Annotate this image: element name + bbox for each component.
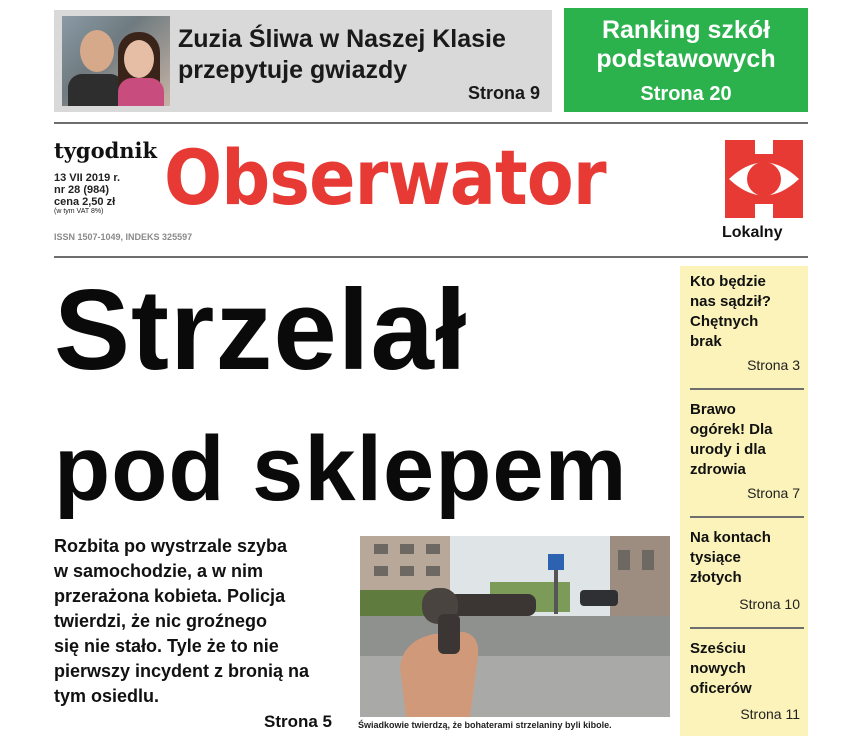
promo-photo bbox=[62, 16, 170, 106]
sidebar-line: brak bbox=[690, 333, 722, 350]
divider bbox=[690, 627, 804, 629]
eye-logo-icon bbox=[725, 140, 803, 218]
promo-page: Strona 9 bbox=[467, 83, 540, 103]
lead-page-link[interactable]: Strona 5 bbox=[264, 712, 333, 731]
masthead-sub: Lokalny bbox=[722, 224, 783, 241]
article-photo bbox=[360, 536, 670, 717]
issue-vat: (w tym VAT 8%) bbox=[54, 208, 104, 215]
issue-meta bbox=[54, 172, 120, 216]
sidebar-item-title[interactable] bbox=[690, 528, 806, 588]
sidebar-line: nas sądził? bbox=[690, 293, 771, 310]
lead-line: w samochodzie, a w nim bbox=[54, 561, 264, 581]
sidebar-item-page[interactable]: Strona 11 bbox=[740, 706, 800, 722]
promo-zuzia[interactable] bbox=[54, 10, 552, 112]
promo-ranking[interactable] bbox=[564, 8, 808, 112]
lead-line: się nie stało. Tyle że to nie bbox=[54, 636, 279, 656]
headline-line-2: pod sklepem bbox=[54, 418, 628, 520]
sidebar-line: Chętnych bbox=[690, 313, 759, 330]
sidebar-item-title[interactable] bbox=[690, 400, 806, 480]
sidebar-item-title[interactable] bbox=[690, 272, 806, 352]
sidebar-line: Brawo bbox=[690, 401, 736, 418]
promo-title-line: podstawowych bbox=[596, 45, 776, 73]
promo-title-line: Ranking szkół bbox=[601, 16, 771, 44]
promo-title-line: Zuzia Śliwa w Naszej Klasie bbox=[178, 25, 506, 53]
sidebar-line: nowych bbox=[690, 660, 746, 677]
sidebar-item-title[interactable] bbox=[690, 639, 806, 699]
lead-text bbox=[54, 534, 344, 709]
divider bbox=[690, 388, 804, 390]
promo-title bbox=[178, 24, 548, 86]
sidebar-item-page[interactable]: Strona 7 bbox=[747, 485, 800, 501]
headline-line-1: Strzelał bbox=[54, 267, 468, 394]
promo-title-line: przepytuje gwiazdy bbox=[178, 56, 408, 84]
sidebar-line: oficerów bbox=[690, 680, 752, 697]
masthead-kind: tygodnik bbox=[54, 138, 158, 163]
divider bbox=[54, 122, 808, 124]
sidebar-line: Na kontach bbox=[690, 529, 771, 546]
lead-line: pierwszy incydent z bronią na bbox=[54, 661, 310, 681]
lead-line: twierdzi, że nic groźnego bbox=[54, 611, 268, 631]
issn: ISSN 1507-1049, INDEKS 325597 bbox=[54, 232, 193, 242]
promo-page: Strona 20 bbox=[640, 83, 732, 105]
sidebar-item-page[interactable]: Strona 3 bbox=[747, 357, 800, 373]
promo-title bbox=[564, 16, 808, 74]
issue-number: nr 28 (984) bbox=[54, 184, 110, 196]
sidebar-line: Sześciu bbox=[690, 640, 746, 657]
lead-line: przerażona kobieta. Policja bbox=[54, 586, 286, 606]
sidebar-item-page[interactable]: Strona 10 bbox=[739, 596, 800, 612]
issue-price: cena 2,50 zł bbox=[54, 196, 116, 208]
sidebar-line: urody i dla bbox=[690, 441, 766, 458]
sidebar-teasers bbox=[680, 266, 808, 736]
sidebar-line: złotych bbox=[690, 569, 742, 586]
issue-date: 13 VII 2019 r. bbox=[54, 172, 121, 184]
divider bbox=[54, 256, 808, 258]
sidebar-line: zdrowia bbox=[690, 461, 746, 478]
lead-line: tym osiedlu. bbox=[54, 686, 160, 706]
sidebar-line: ogórek! Dla bbox=[690, 421, 773, 438]
photo-caption: Świadkowie twierdzą, że bohaterami strzelaniny byli kibole. bbox=[358, 720, 612, 730]
lead-line: Rozbita po wystrzale szyba bbox=[54, 536, 288, 556]
sidebar-line: Kto będzie bbox=[690, 273, 766, 290]
masthead-logo: Obserwator bbox=[164, 133, 606, 222]
sidebar-line: tysiące bbox=[690, 549, 741, 566]
divider bbox=[690, 516, 804, 518]
